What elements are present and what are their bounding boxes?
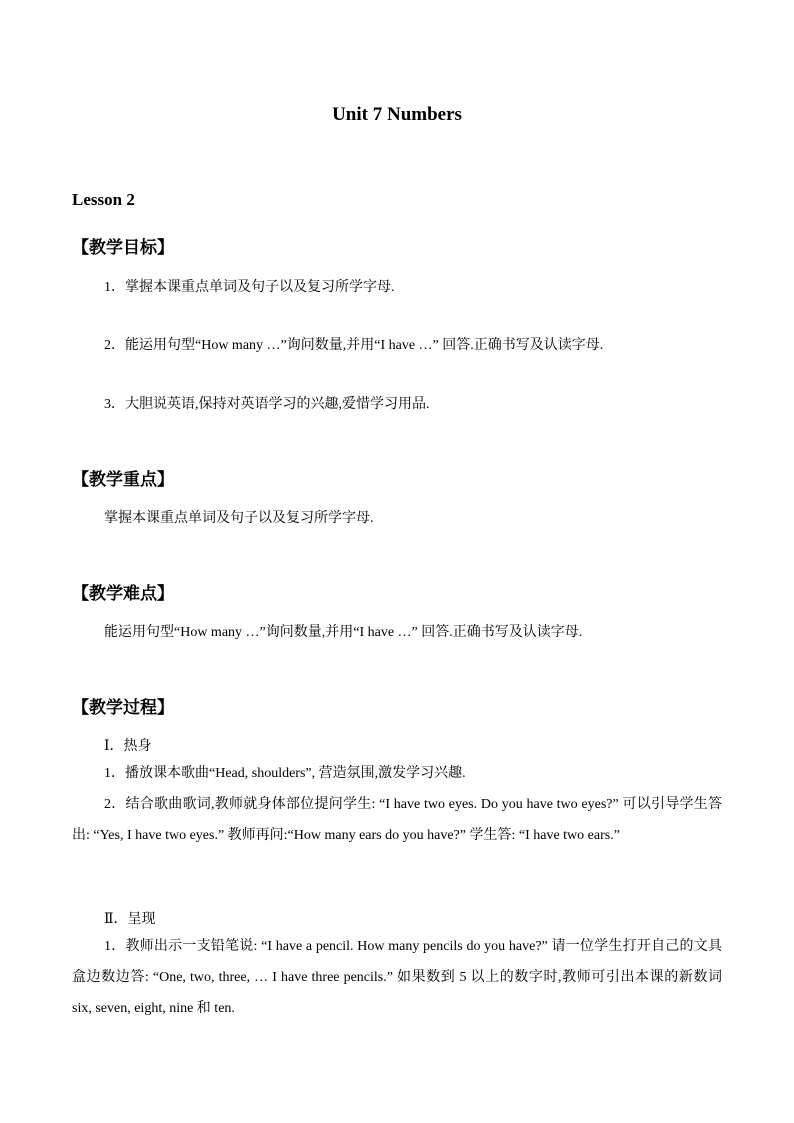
goal-item-3: 3．大胆说英语,保持对英语学习的兴趣,爱惜学习用品. — [104, 397, 430, 412]
part2-paragraph-1: 1．教师出示一支铅笔说: “I have a pencil. How many pencils do you have?” 请一位学生打开自己的文具盒边数边答: “One, two, three, … I have three pencils.” 如果数到 5 以上的数字时,教师可引出本课的新数词 six, seven, eight, nine 和 ten. — [72, 939, 722, 1016]
part1-title: Ⅰ．热身 — [104, 739, 152, 754]
lesson-label: Lesson 2 — [72, 190, 135, 209]
difficult-point-text: 能运用句型“How many …”询问数量,并用“I have …” 回答.正确书写及认读字母. — [104, 625, 583, 640]
document-title: Unit 7 Numbers — [332, 104, 462, 125]
section-heading-difficult: 【教学难点】 — [72, 584, 174, 603]
goal-item-1: 1．掌握本课重点单词及句子以及复习所学字母. — [104, 280, 395, 295]
section-heading-key: 【教学重点】 — [72, 470, 174, 489]
key-point-text: 掌握本课重点单词及句子以及复习所学字母. — [104, 511, 374, 526]
part1-paragraph-2: 2．结合歌曲歌词,教师就身体部位提问学生: “I have two eyes. Do you have two eyes?” 可以引导学生答出: “Yes, I have two eyes.” 教师再问:“How many ears do you have?” 学生答: “I have two ears.” — [72, 797, 722, 843]
section-heading-process: 【教学过程】 — [72, 698, 174, 717]
part1-paragraph-1: 1．播放课本歌曲“Head, shoulders”, 营造氛围,激发学习兴趣. — [104, 766, 466, 781]
goal-item-2: 2．能运用句型“How many …”询问数量,并用“I have …” 回答.正确书写及认读字母. — [104, 338, 604, 353]
section-heading-goals: 【教学目标】 — [72, 238, 174, 257]
part2-title: Ⅱ．呈现 — [104, 912, 156, 927]
